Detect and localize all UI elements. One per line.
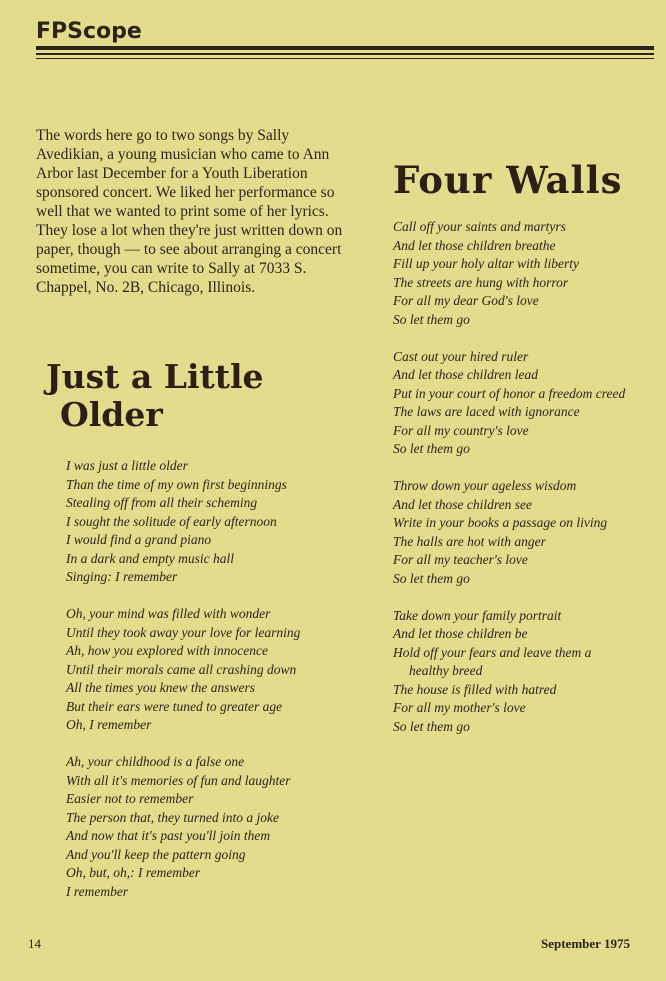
poem-line: And let those children see bbox=[393, 496, 532, 512]
poem-line: So let them go bbox=[393, 718, 470, 734]
poem-line: So let them go bbox=[393, 570, 470, 586]
poem-line: Easier not to remember bbox=[66, 791, 194, 806]
poem-line: And let those children be bbox=[393, 626, 528, 641]
poem-line: Ah, your childhood is a false one bbox=[66, 754, 245, 769]
stanza bbox=[393, 218, 625, 329]
poem-line: For all my country's love bbox=[393, 422, 529, 438]
poem-line: Take down your family portrait bbox=[393, 607, 562, 623]
poem-line: So let them go bbox=[393, 441, 470, 456]
poem-line: The laws are laced with ignorance bbox=[393, 404, 580, 419]
poem-line: And now that it's past you'll join them bbox=[66, 828, 271, 843]
poem-line: The house is filled with hatred bbox=[393, 681, 557, 697]
poem-line: Ah, how you explored with innocence bbox=[66, 643, 268, 658]
poem-line: Until they took away your love for learning bbox=[66, 624, 301, 640]
poem-line: Stealing off from all their scheming bbox=[66, 495, 258, 510]
stanza bbox=[393, 607, 625, 737]
poem-line: All the times you knew the answers bbox=[66, 680, 255, 695]
poem-line: The streets are hung with horror bbox=[393, 274, 569, 290]
just-a-little-older-title-line1: Just a Little bbox=[46, 357, 264, 396]
issue-date: September 1975 bbox=[541, 936, 630, 951]
stanza bbox=[66, 457, 300, 587]
stanza bbox=[66, 753, 300, 901]
stanza bbox=[66, 605, 300, 735]
poem-four-walls bbox=[393, 218, 625, 736]
poem-line: Oh, but, oh,: I remember bbox=[66, 865, 201, 880]
poem-line: Until their morals came all crashing down bbox=[66, 661, 297, 677]
poem-line: The halls are hot with anger bbox=[393, 533, 546, 549]
poem-line: And let those children breathe bbox=[393, 237, 556, 253]
poem-line: Cast out your hired ruler bbox=[393, 348, 529, 364]
poem-line: Write in your books a passage on living bbox=[393, 515, 608, 530]
poem-line: Oh, your mind was filled with wonder bbox=[66, 606, 271, 621]
masthead-title: FPScope bbox=[36, 19, 142, 44]
poem-line: I would find a grand piano bbox=[66, 532, 212, 547]
poem-just-a-little-older bbox=[66, 457, 300, 901]
poem-line: healthy breed bbox=[409, 663, 483, 678]
intro-paragraph: The words here go to two songs by Sally Avedikian, a young musician who came to Ann Arbor last December for a Youth Liberation sponsored concert. We liked her performance so well that we wanted to print some of her lyrics. They lose a lot when they're just written down on paper, though — to see about arranging a concert sometime, you can write to Sally at 7033 S. Chappel, No. 2B, Chicago, Illinois. bbox=[36, 127, 343, 296]
poem-line: I was just a little older bbox=[66, 458, 188, 473]
poem-line: The person that, they turned into a joke bbox=[66, 809, 279, 825]
poem-line: Singing: I remember bbox=[66, 569, 178, 584]
poem-line: Hold off your fears and leave them a bbox=[393, 644, 592, 660]
poem-line: Call off your saints and martyrs bbox=[393, 219, 566, 234]
masthead-rule-bottom bbox=[36, 58, 654, 59]
poem-line: Than the time of my own first beginnings bbox=[66, 476, 287, 492]
poem-line: For all my teacher's love bbox=[393, 552, 528, 567]
just-a-little-older-title-line2: Older bbox=[60, 395, 163, 434]
poem-line: So let them go bbox=[393, 311, 470, 327]
masthead-rule-thick bbox=[36, 46, 654, 50]
poem-line: I sought the solitude of early afternoon bbox=[66, 513, 277, 529]
poem-line: I remember bbox=[66, 883, 129, 899]
poem-line: And let those children lead bbox=[393, 367, 538, 382]
poem-line: In a dark and empty music hall bbox=[66, 550, 234, 566]
stanza bbox=[393, 477, 625, 588]
poem-line: Oh, I remember bbox=[66, 717, 152, 732]
poem-line: For all my dear God's love bbox=[393, 293, 539, 308]
poem-line: Throw down your ageless wisdom bbox=[393, 478, 577, 493]
masthead-rule-thin bbox=[36, 53, 654, 55]
four-walls-title: Four Walls bbox=[393, 158, 623, 202]
page-number: 14 bbox=[28, 936, 41, 951]
poem-line: Put in your court of honor a freedom creed bbox=[393, 385, 626, 401]
poem-line: With all it's memories of fun and laughter bbox=[66, 772, 291, 788]
poem-line: Fill up your holy altar with liberty bbox=[393, 256, 579, 271]
poem-line: But their ears were tuned to greater age bbox=[66, 698, 283, 714]
poem-line: For all my mother's love bbox=[393, 700, 526, 715]
poem-line: And you'll keep the pattern going bbox=[66, 846, 246, 862]
stanza bbox=[393, 348, 625, 459]
